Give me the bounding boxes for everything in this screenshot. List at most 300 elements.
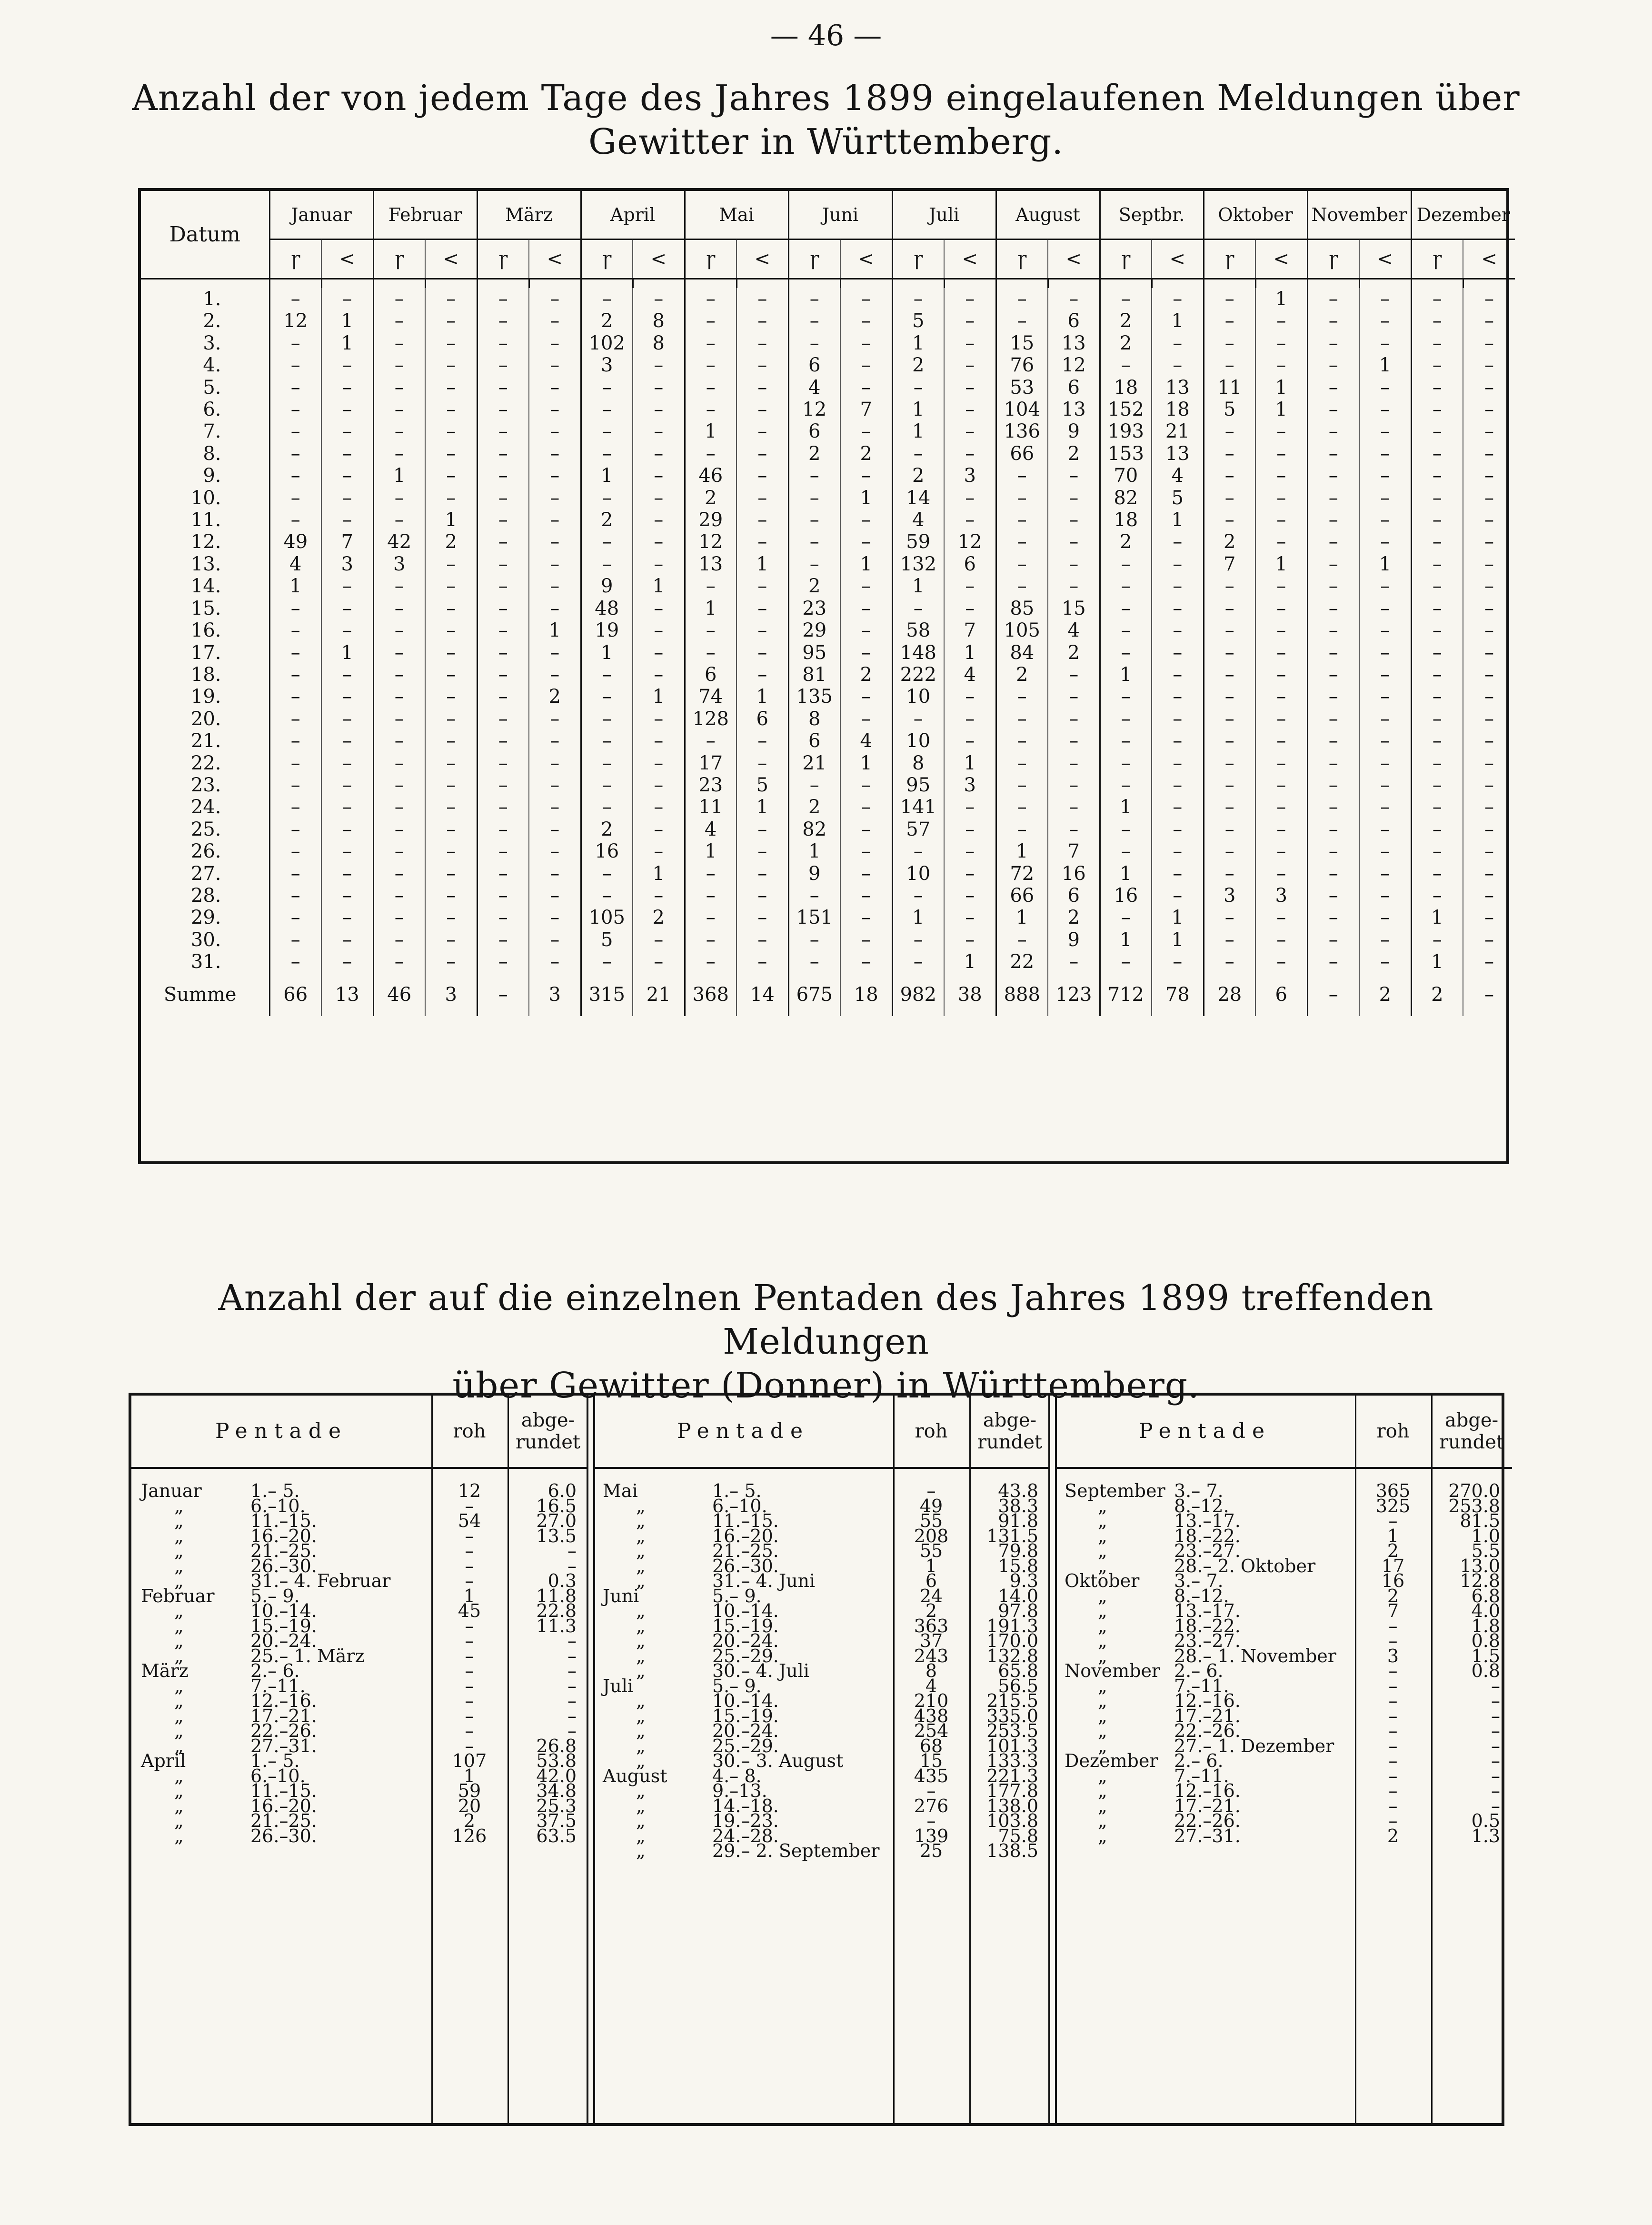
table-cell: –	[685, 399, 736, 420]
table-cell: –	[1255, 730, 1307, 752]
pentade-abgerundet: 131.5	[986, 1525, 1038, 1547]
pentade-month: „	[174, 1615, 184, 1636]
pentade-roh: 2	[1387, 1585, 1399, 1606]
table-cell: 1	[581, 642, 633, 664]
table-cell: –	[529, 487, 581, 509]
pentade-abgerundet: –	[1491, 1780, 1500, 1801]
table-cell: 1	[892, 399, 944, 420]
pentade-range: 6.–10.	[712, 1495, 767, 1517]
pentade-abgerundet: –	[1491, 1750, 1500, 1771]
table-cell: –	[1359, 818, 1411, 840]
table-cell: –	[529, 863, 581, 885]
table-cell: 2	[840, 443, 892, 465]
table-cell: 1	[685, 598, 736, 619]
pentade-month: „	[174, 1645, 184, 1666]
pentade-row	[593, 1795, 1050, 1816]
table-cell: 1	[996, 840, 1048, 862]
pentade-roh: 208	[914, 1525, 949, 1547]
pentade-row	[1055, 1675, 1512, 1696]
table-cell: –	[1411, 531, 1463, 553]
table-cell: –	[1307, 443, 1359, 465]
table-cell: –	[581, 774, 633, 796]
table-cell: –	[1359, 377, 1411, 399]
pentade-column-group	[131, 1396, 588, 2123]
table-cell: –	[321, 664, 373, 686]
table-cell: 193	[1100, 420, 1152, 442]
pentade-roh: 37	[919, 1630, 943, 1651]
table-cell: –	[1359, 575, 1411, 597]
table-cell: –	[1463, 818, 1515, 840]
day-row	[141, 752, 1515, 774]
pentade-row	[1055, 1480, 1512, 1501]
pentade-roh: –	[926, 1810, 936, 1831]
table-cell: 3	[581, 354, 633, 376]
sum-cell: –	[477, 973, 529, 1016]
table-cell: –	[425, 575, 477, 597]
table-cell: –	[1359, 642, 1411, 664]
day-row	[141, 598, 1515, 619]
table-cell: –	[477, 575, 529, 597]
pentade-roh: –	[1388, 1765, 1398, 1786]
table-cell: 13	[1152, 443, 1204, 465]
pentade-row	[1055, 1705, 1512, 1726]
pentade-month: „	[636, 1600, 646, 1621]
table-cell: –	[1255, 443, 1307, 465]
table-cell: –	[1100, 774, 1152, 796]
pentade-row	[593, 1690, 1050, 1711]
pentade-range: 20.–24.	[712, 1720, 779, 1741]
table-cell: –	[840, 885, 892, 907]
table-cell: 1	[1152, 509, 1204, 531]
sum-cell: 14	[736, 973, 788, 1016]
pentade-abgerundet: 0.5	[1471, 1810, 1500, 1831]
day-row	[141, 907, 1515, 928]
table-cell: –	[736, 907, 788, 928]
table-cell: –	[529, 664, 581, 686]
table-cell: –	[477, 752, 529, 774]
table-cell: –	[373, 818, 425, 840]
table-cell: –	[944, 487, 996, 509]
pentade-abgerundet: 63.5	[536, 1825, 577, 1846]
table-cell: –	[1048, 951, 1100, 973]
thunder-symbol: <	[944, 239, 996, 279]
table-cell: –	[1411, 642, 1463, 664]
table-cell: –	[1411, 885, 1463, 907]
table-cell: 2	[1100, 332, 1152, 354]
table-cell: 84	[996, 642, 1048, 664]
pentade-roh: 12	[458, 1480, 481, 1501]
table-cell: –	[321, 465, 373, 487]
pentade-range: 20.–24.	[250, 1630, 317, 1651]
pentade-row	[131, 1540, 588, 1561]
table-cell: –	[477, 907, 529, 928]
table-cell: 6	[1048, 377, 1100, 399]
table-cell: –	[840, 354, 892, 376]
table-cell: –	[373, 929, 425, 951]
table-cell: 1	[1255, 377, 1307, 399]
pentade-abgerundet: 335.0	[986, 1705, 1038, 1726]
pentade-roh: 435	[914, 1765, 949, 1786]
table-cell: 1	[840, 752, 892, 774]
table-cell: –	[373, 332, 425, 354]
day-row	[141, 288, 1515, 310]
day-row	[141, 332, 1515, 354]
pentade-month: März	[141, 1660, 189, 1681]
table-cell: 22	[996, 951, 1048, 973]
pentade-roh: –	[1388, 1675, 1398, 1696]
table-cell: –	[425, 465, 477, 487]
table-cell: 1	[892, 420, 944, 442]
table-cell: –	[373, 509, 425, 531]
table-cell: 48	[581, 598, 633, 619]
table-cell: –	[1307, 332, 1359, 354]
pentade-roh: 24	[919, 1585, 943, 1606]
table-cell: –	[840, 619, 892, 641]
pentade-range: 11.–15.	[712, 1510, 779, 1531]
table-cell: –	[1307, 354, 1359, 376]
day-row	[141, 310, 1515, 332]
table1-title: Anzahl der von jedem Tage des Jahres 1899 eingelaufenen Meldungen über Gewitter in Württemberg.	[132, 78, 1520, 162]
pentade-month: „	[1098, 1780, 1107, 1801]
table-cell: –	[633, 553, 685, 575]
lightning-symbol: ꞅ	[996, 239, 1048, 279]
table-cell: 1	[321, 310, 373, 332]
table-cell: –	[1411, 863, 1463, 885]
table-cell: 2	[685, 487, 736, 509]
pentade-range: 18.–22.	[1174, 1525, 1241, 1547]
pentade-range: 20.–24.	[712, 1630, 779, 1651]
pentade-abgerundet: 11.3	[536, 1615, 577, 1636]
table-cell: –	[1255, 840, 1307, 862]
table-cell: 1	[944, 752, 996, 774]
table-cell: –	[633, 818, 685, 840]
table-cell: –	[581, 730, 633, 752]
table-cell: –	[477, 288, 529, 310]
pentade-roh: –	[1388, 1750, 1398, 1771]
pentade-row	[1055, 1600, 1512, 1621]
table-cell: 1	[1100, 863, 1152, 885]
table-cell: –	[373, 708, 425, 730]
table-cell: –	[788, 553, 840, 575]
table-cell: –	[944, 377, 996, 399]
table-cell: 2	[1048, 642, 1100, 664]
table-cell: –	[477, 664, 529, 686]
table-cell: –	[373, 774, 425, 796]
pentade-month: April	[141, 1750, 186, 1771]
sum-cell: 315	[581, 973, 633, 1016]
lightning-symbol: ꞅ	[477, 239, 529, 279]
day-row	[141, 553, 1515, 575]
table-cell: –	[321, 907, 373, 928]
table-cell: 4	[1152, 465, 1204, 487]
pentade-range: 27.–31.	[1174, 1825, 1241, 1846]
table-cell: –	[840, 509, 892, 531]
table-cell: –	[529, 575, 581, 597]
pentade-roh: 55	[919, 1540, 943, 1561]
table-cell: 95	[788, 642, 840, 664]
table-cell: –	[736, 531, 788, 553]
table-cell: –	[477, 487, 529, 509]
table-cell: 5	[892, 310, 944, 332]
table-cell: –	[996, 487, 1048, 509]
table-cell: –	[1463, 354, 1515, 376]
pentade-month: „	[636, 1840, 646, 1861]
table-cell: 105	[581, 907, 633, 928]
table-cell: 1	[1255, 288, 1307, 310]
pentade-abgerundet: 191.3	[986, 1615, 1038, 1636]
abgerundet-part: rundet	[977, 1431, 1042, 1453]
table-cell: 16	[1100, 885, 1152, 907]
table-cell: –	[529, 310, 581, 332]
table-cell: –	[1307, 288, 1359, 310]
table-cell: –	[840, 796, 892, 818]
table-cell: –	[321, 288, 373, 310]
table-cell: –	[1255, 664, 1307, 686]
table-cell: –	[685, 730, 736, 752]
table-cell: –	[633, 399, 685, 420]
table-cell: –	[1411, 929, 1463, 951]
table-cell: –	[1307, 686, 1359, 708]
table-cell: –	[788, 332, 840, 354]
pentade-abgerundet: 43.8	[998, 1480, 1038, 1501]
table-cell: –	[1359, 619, 1411, 641]
table-cell: 18	[1100, 377, 1152, 399]
table-cell: –	[1307, 840, 1359, 862]
table-cell: –	[1411, 399, 1463, 420]
table-cell: –	[1204, 752, 1255, 774]
table-cell: 141	[892, 796, 944, 818]
pentade-abgerundet: –	[1491, 1690, 1500, 1711]
day-row	[141, 730, 1515, 752]
table-cell: –	[373, 752, 425, 774]
table-cell: –	[477, 420, 529, 442]
table-cell: –	[425, 642, 477, 664]
table-cell: –	[1255, 752, 1307, 774]
table-cell: –	[1152, 951, 1204, 973]
table-cell: 72	[996, 863, 1048, 885]
table-cell: –	[1152, 708, 1204, 730]
table-cell: –	[581, 708, 633, 730]
table-cell: –	[373, 420, 425, 442]
table-cell: 19	[581, 619, 633, 641]
pentade-row	[593, 1510, 1050, 1531]
pentade-roh: –	[465, 1495, 474, 1517]
table-cell: –	[269, 288, 321, 310]
pentade-month: „	[636, 1495, 646, 1517]
table-cell: –	[477, 598, 529, 619]
pentade-abgerundet: 13.5	[536, 1525, 577, 1547]
table-cell: –	[1204, 487, 1255, 509]
table-cell: –	[269, 863, 321, 885]
table-cell: –	[373, 619, 425, 641]
pentade-row	[1055, 1510, 1512, 1531]
sum-cell: 368	[685, 973, 736, 1016]
pentade-month: „	[636, 1810, 646, 1831]
pentade-abgerundet: 221.3	[986, 1765, 1038, 1786]
pentade-range: 15.–19.	[250, 1615, 317, 1636]
table-cell: 7	[944, 619, 996, 641]
table-cell: –	[736, 642, 788, 664]
table-cell: 13	[1048, 399, 1100, 420]
day-label: 3.	[203, 332, 221, 354]
day-row	[141, 951, 1515, 973]
pentade-range: 7.–11.	[250, 1675, 306, 1696]
table-cell: –	[1463, 796, 1515, 818]
lightning-symbol: ꞅ	[373, 239, 425, 279]
day-label: 8.	[203, 442, 221, 465]
pentade-abgerundet: 103.8	[986, 1810, 1038, 1831]
table-cell: 82	[788, 818, 840, 840]
table-cell: –	[944, 885, 996, 907]
pentade-roh: –	[465, 1735, 474, 1756]
lightning-symbol: ꞅ	[1100, 239, 1152, 279]
pentade-roh: 1	[1387, 1525, 1399, 1547]
table-cell: 2	[1204, 531, 1255, 553]
day-row	[141, 509, 1515, 531]
pentade-roh: 210	[914, 1690, 949, 1711]
pentade-roh: –	[926, 1480, 936, 1501]
table-cell: –	[1100, 575, 1152, 597]
table-cell: –	[269, 818, 321, 840]
table-cell: –	[1048, 288, 1100, 310]
table-cell: –	[996, 575, 1048, 597]
day-label: 12.	[190, 531, 221, 553]
table-cell: –	[477, 509, 529, 531]
table-cell: –	[1411, 796, 1463, 818]
sum-cell: 2	[1359, 973, 1411, 1016]
table-cell: –	[1307, 885, 1359, 907]
table-cell: –	[373, 686, 425, 708]
day-row	[141, 619, 1515, 641]
table-cell: –	[425, 553, 477, 575]
table-cell: –	[996, 818, 1048, 840]
table-cell: –	[1048, 664, 1100, 686]
pentade-header	[1055, 1396, 1512, 1469]
table-cell: 2	[996, 664, 1048, 686]
table-cell: –	[892, 598, 944, 619]
table-cell: 1	[1411, 907, 1463, 928]
table-cell: –	[944, 929, 996, 951]
table-cell: 6	[685, 664, 736, 686]
table-cell: –	[529, 840, 581, 862]
table-cell: 2	[1048, 907, 1100, 928]
table-cell: –	[685, 377, 736, 399]
table-cell: –	[321, 377, 373, 399]
pentade-month: „	[636, 1735, 646, 1756]
table-cell: –	[840, 686, 892, 708]
sum-cell: 66	[269, 973, 321, 1016]
table-cell: –	[1307, 730, 1359, 752]
day-label: 31.	[190, 951, 221, 973]
table-cell: –	[477, 354, 529, 376]
pentade-row	[131, 1480, 588, 1501]
pentade-roh: –	[1388, 1780, 1398, 1801]
table-cell: 4	[892, 509, 944, 531]
table-cell: 10	[892, 730, 944, 752]
pentade-abgerundet: 1.5	[1471, 1645, 1500, 1666]
table-cell: –	[269, 642, 321, 664]
table-cell: –	[892, 443, 944, 465]
pentade-range: 12.–16.	[250, 1690, 317, 1711]
sum-cell: –	[1463, 973, 1515, 1016]
table-cell: –	[1048, 730, 1100, 752]
pentade-abgerundet: 42.0	[536, 1765, 577, 1786]
table-cell: –	[269, 664, 321, 686]
table-cell: –	[1152, 553, 1204, 575]
table-cell: –	[633, 774, 685, 796]
table-cell: –	[996, 730, 1048, 752]
pentade-roh: –	[465, 1645, 474, 1666]
pentade-row	[1055, 1615, 1512, 1636]
pentade-abgerundet: 101.3	[986, 1735, 1038, 1756]
table-cell: 2	[1100, 531, 1152, 553]
pentade-range: 5.– 9.	[250, 1585, 300, 1606]
table-cell: –	[633, 885, 685, 907]
pentade-row	[593, 1630, 1050, 1651]
day-label: 11.	[190, 509, 221, 531]
pentade-month: „	[174, 1780, 184, 1801]
sum-cell: 21	[633, 973, 685, 1016]
pentade-abgerundet: –	[1491, 1675, 1500, 1696]
table-cell: –	[996, 796, 1048, 818]
table-cell: –	[373, 399, 425, 420]
pentade-roh: 2	[1387, 1540, 1399, 1561]
table-cell: –	[477, 553, 529, 575]
pentade-abgerundet: 215.5	[986, 1690, 1038, 1711]
table-cell: –	[1204, 686, 1255, 708]
thunder-symbol: <	[529, 239, 581, 279]
lightning-symbol: ꞅ	[892, 239, 944, 279]
table-cell: –	[736, 951, 788, 973]
table-cell: –	[1204, 354, 1255, 376]
pentade-month: „	[1098, 1675, 1107, 1696]
table-cell: –	[373, 310, 425, 332]
table-cell: –	[321, 598, 373, 619]
pentade-abgerundet: –	[1491, 1705, 1500, 1726]
table-cell: –	[1463, 575, 1515, 597]
pentade-roh: 243	[914, 1645, 949, 1666]
pentade-month: „	[636, 1660, 646, 1681]
table-cell: –	[1100, 288, 1152, 310]
table-cell: –	[996, 553, 1048, 575]
day-label: 27.	[190, 862, 221, 885]
table-cell: –	[373, 863, 425, 885]
table-cell: –	[1255, 951, 1307, 973]
table-cell: –	[840, 774, 892, 796]
pentade-range: 13.–17.	[1174, 1600, 1241, 1621]
table-cell: –	[581, 399, 633, 420]
day-row	[141, 377, 1515, 399]
pentade-roh: –	[1388, 1690, 1398, 1711]
table-cell: –	[840, 465, 892, 487]
table-cell: –	[1307, 377, 1359, 399]
table-cell: –	[633, 619, 685, 641]
table-cell: 9	[1048, 929, 1100, 951]
pentade-abgerundet: 27.0	[536, 1510, 577, 1531]
table-cell: –	[269, 354, 321, 376]
sum-row	[141, 973, 1515, 1016]
table-cell: 7	[1048, 840, 1100, 862]
pentade-abgerundet: 6.8	[1471, 1585, 1500, 1606]
table-cell: –	[1204, 598, 1255, 619]
table-cell: –	[529, 796, 581, 818]
table-cell: 46	[685, 465, 736, 487]
pentade-month: Januar	[141, 1480, 202, 1501]
table-cell: –	[477, 951, 529, 973]
table-cell: –	[269, 708, 321, 730]
table-cell: 7	[1204, 553, 1255, 575]
table-cell: 1	[892, 575, 944, 597]
